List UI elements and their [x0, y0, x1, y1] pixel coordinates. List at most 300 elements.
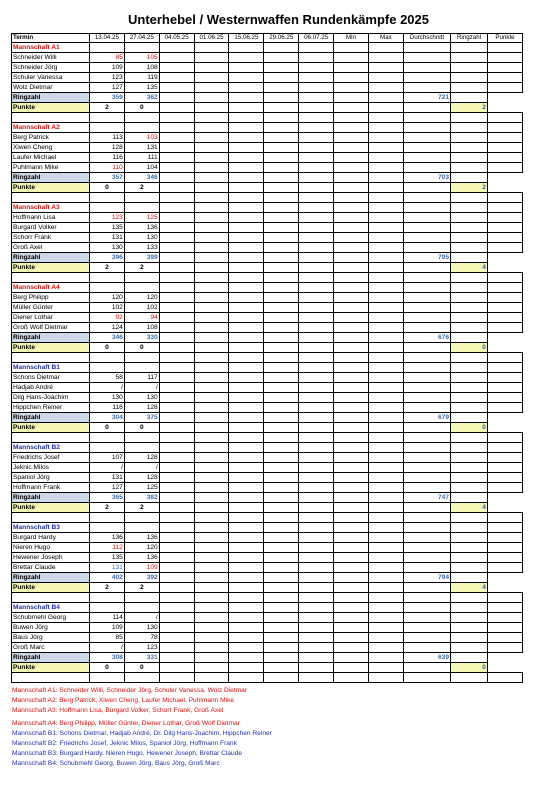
empty-cell[interactable]: [451, 153, 488, 163]
empty-cell[interactable]: [229, 163, 264, 173]
empty-cell[interactable]: [451, 213, 488, 223]
empty-cell[interactable]: [194, 73, 229, 83]
empty-cell[interactable]: [368, 383, 403, 393]
empty-cell[interactable]: [451, 303, 488, 313]
score-cell[interactable]: 135: [89, 553, 124, 563]
empty-cell[interactable]: [194, 613, 229, 623]
empty-cell[interactable]: [299, 573, 334, 583]
empty-cell[interactable]: [368, 663, 403, 673]
empty-cell[interactable]: [403, 233, 450, 243]
empty-cell[interactable]: [159, 573, 194, 583]
empty-cell[interactable]: [299, 603, 334, 613]
empty-cell[interactable]: [264, 573, 299, 583]
empty-cell[interactable]: [334, 303, 369, 313]
score-cell[interactable]: 120: [124, 543, 159, 553]
empty-cell[interactable]: [334, 473, 369, 483]
empty-cell[interactable]: [368, 533, 403, 543]
score-cell[interactable]: 127: [89, 83, 124, 93]
empty-cell[interactable]: [299, 493, 334, 503]
empty-cell[interactable]: [264, 103, 299, 113]
empty-cell[interactable]: [264, 213, 299, 223]
empty-cell[interactable]: [264, 163, 299, 173]
empty-cell[interactable]: [403, 153, 450, 163]
empty-cell[interactable]: [229, 493, 264, 503]
empty-cell[interactable]: [368, 493, 403, 503]
empty-cell[interactable]: [89, 523, 124, 533]
score-cell[interactable]: 128: [124, 473, 159, 483]
empty-cell[interactable]: [403, 373, 450, 383]
empty-cell[interactable]: [229, 393, 264, 403]
score-cell[interactable]: 119: [124, 73, 159, 83]
empty-cell[interactable]: [194, 213, 229, 223]
empty-cell[interactable]: [194, 363, 229, 373]
empty-cell[interactable]: [159, 213, 194, 223]
empty-cell[interactable]: [299, 243, 334, 253]
empty-cell[interactable]: [368, 443, 403, 453]
empty-cell[interactable]: [403, 543, 450, 553]
empty-cell[interactable]: [194, 173, 229, 183]
empty-cell[interactable]: [124, 363, 159, 373]
empty-cell[interactable]: [403, 223, 450, 233]
score-cell[interactable]: 136: [124, 553, 159, 563]
empty-cell[interactable]: [299, 613, 334, 623]
empty-cell[interactable]: [299, 623, 334, 633]
empty-cell[interactable]: [299, 363, 334, 373]
empty-cell[interactable]: [229, 543, 264, 553]
empty-cell[interactable]: [403, 313, 450, 323]
empty-cell[interactable]: [159, 343, 194, 353]
score-cell[interactable]: /: [124, 613, 159, 623]
empty-cell[interactable]: [299, 143, 334, 153]
empty-cell[interactable]: [451, 63, 488, 73]
empty-cell[interactable]: [229, 413, 264, 423]
empty-cell[interactable]: [451, 483, 488, 493]
score-cell[interactable]: 112: [89, 543, 124, 553]
empty-cell[interactable]: [194, 323, 229, 333]
empty-cell[interactable]: [194, 303, 229, 313]
empty-cell[interactable]: [264, 373, 299, 383]
empty-cell[interactable]: [159, 393, 194, 403]
empty-cell[interactable]: [403, 563, 450, 573]
empty-cell[interactable]: [403, 663, 450, 673]
empty-cell[interactable]: [194, 503, 229, 513]
score-cell[interactable]: 136: [124, 223, 159, 233]
empty-cell[interactable]: [403, 323, 450, 333]
empty-cell[interactable]: [194, 373, 229, 383]
empty-cell[interactable]: [194, 133, 229, 143]
empty-cell[interactable]: [159, 333, 194, 343]
empty-cell[interactable]: [451, 163, 488, 173]
empty-cell[interactable]: [264, 623, 299, 633]
empty-cell[interactable]: [451, 203, 488, 213]
empty-cell[interactable]: [334, 243, 369, 253]
empty-cell[interactable]: [194, 423, 229, 433]
empty-cell[interactable]: [264, 463, 299, 473]
empty-cell[interactable]: [368, 253, 403, 263]
empty-cell[interactable]: [299, 63, 334, 73]
empty-cell[interactable]: [334, 283, 369, 293]
empty-cell[interactable]: [334, 613, 369, 623]
empty-cell[interactable]: [194, 573, 229, 583]
empty-cell[interactable]: [299, 203, 334, 213]
empty-cell[interactable]: [264, 43, 299, 53]
empty-cell[interactable]: [159, 643, 194, 653]
empty-cell[interactable]: [194, 493, 229, 503]
empty-cell[interactable]: [299, 103, 334, 113]
empty-cell[interactable]: [194, 563, 229, 573]
empty-cell[interactable]: [264, 633, 299, 643]
empty-cell[interactable]: [229, 563, 264, 573]
empty-cell[interactable]: [264, 263, 299, 273]
empty-cell[interactable]: [159, 553, 194, 563]
empty-cell[interactable]: [403, 263, 450, 273]
empty-cell[interactable]: [368, 643, 403, 653]
empty-cell[interactable]: [229, 363, 264, 373]
score-cell[interactable]: 85: [89, 53, 124, 63]
empty-cell[interactable]: [334, 643, 369, 653]
empty-cell[interactable]: [194, 553, 229, 563]
empty-cell[interactable]: [451, 403, 488, 413]
empty-cell[interactable]: [89, 603, 124, 613]
empty-cell[interactable]: [451, 523, 488, 533]
empty-cell[interactable]: [159, 543, 194, 553]
empty-cell[interactable]: [264, 203, 299, 213]
empty-cell[interactable]: [299, 403, 334, 413]
empty-cell[interactable]: [403, 393, 450, 403]
empty-cell[interactable]: [403, 83, 450, 93]
score-cell[interactable]: 131: [124, 143, 159, 153]
empty-cell[interactable]: [299, 303, 334, 313]
empty-cell[interactable]: [451, 53, 488, 63]
empty-cell[interactable]: [334, 213, 369, 223]
empty-cell[interactable]: [334, 403, 369, 413]
empty-cell[interactable]: [159, 633, 194, 643]
empty-cell[interactable]: [264, 493, 299, 503]
empty-cell[interactable]: [264, 233, 299, 243]
empty-cell[interactable]: [368, 393, 403, 403]
empty-cell[interactable]: [299, 163, 334, 173]
empty-cell[interactable]: [368, 403, 403, 413]
empty-cell[interactable]: [159, 223, 194, 233]
empty-cell[interactable]: [368, 333, 403, 343]
empty-cell[interactable]: [451, 143, 488, 153]
empty-cell[interactable]: [299, 523, 334, 533]
empty-cell[interactable]: [403, 453, 450, 463]
score-cell[interactable]: 110: [89, 163, 124, 173]
score-cell[interactable]: 125: [124, 483, 159, 493]
empty-cell[interactable]: [368, 63, 403, 73]
empty-cell[interactable]: [334, 323, 369, 333]
empty-cell[interactable]: [334, 143, 369, 153]
empty-cell[interactable]: [194, 633, 229, 643]
empty-cell[interactable]: [159, 173, 194, 183]
empty-cell[interactable]: [334, 393, 369, 403]
empty-cell[interactable]: [159, 663, 194, 673]
empty-cell[interactable]: [194, 183, 229, 193]
empty-cell[interactable]: [334, 543, 369, 553]
empty-cell[interactable]: [159, 243, 194, 253]
empty-cell[interactable]: [299, 323, 334, 333]
empty-cell[interactable]: [299, 463, 334, 473]
empty-cell[interactable]: [368, 43, 403, 53]
empty-cell[interactable]: [334, 203, 369, 213]
empty-cell[interactable]: [334, 103, 369, 113]
empty-cell[interactable]: [229, 153, 264, 163]
empty-cell[interactable]: [264, 53, 299, 63]
empty-cell[interactable]: [368, 153, 403, 163]
empty-cell[interactable]: [334, 263, 369, 273]
empty-cell[interactable]: [299, 483, 334, 493]
empty-cell[interactable]: [451, 633, 488, 643]
empty-cell[interactable]: [368, 473, 403, 483]
empty-cell[interactable]: [159, 563, 194, 573]
empty-cell[interactable]: [194, 293, 229, 303]
empty-cell[interactable]: [334, 223, 369, 233]
empty-cell[interactable]: [368, 303, 403, 313]
empty-cell[interactable]: [159, 203, 194, 213]
score-cell[interactable]: 104: [124, 163, 159, 173]
empty-cell[interactable]: [159, 313, 194, 323]
empty-cell[interactable]: [403, 73, 450, 83]
empty-cell[interactable]: [229, 603, 264, 613]
empty-cell[interactable]: [368, 543, 403, 553]
empty-cell[interactable]: [403, 363, 450, 373]
empty-cell[interactable]: [403, 403, 450, 413]
empty-cell[interactable]: [89, 363, 124, 373]
empty-cell[interactable]: [334, 633, 369, 643]
score-cell[interactable]: 114: [89, 613, 124, 623]
score-cell[interactable]: 109: [124, 563, 159, 573]
empty-cell[interactable]: [229, 143, 264, 153]
empty-cell[interactable]: [264, 663, 299, 673]
empty-cell[interactable]: [264, 583, 299, 593]
empty-cell[interactable]: [124, 603, 159, 613]
score-cell[interactable]: 120: [89, 293, 124, 303]
empty-cell[interactable]: [403, 623, 450, 633]
empty-cell[interactable]: [299, 43, 334, 53]
empty-cell[interactable]: [194, 153, 229, 163]
empty-cell[interactable]: [334, 93, 369, 103]
empty-cell[interactable]: [334, 663, 369, 673]
empty-cell[interactable]: [264, 83, 299, 93]
empty-cell[interactable]: [159, 493, 194, 503]
empty-cell[interactable]: [229, 423, 264, 433]
empty-cell[interactable]: [229, 73, 264, 83]
empty-cell[interactable]: [299, 83, 334, 93]
empty-cell[interactable]: [368, 323, 403, 333]
empty-cell[interactable]: [229, 523, 264, 533]
empty-cell[interactable]: [403, 293, 450, 303]
empty-cell[interactable]: [159, 263, 194, 273]
empty-cell[interactable]: [451, 393, 488, 403]
empty-cell[interactable]: [334, 43, 369, 53]
empty-cell[interactable]: [334, 623, 369, 633]
empty-cell[interactable]: [368, 603, 403, 613]
empty-cell[interactable]: [451, 363, 488, 373]
empty-cell[interactable]: [451, 453, 488, 463]
empty-cell[interactable]: [194, 533, 229, 543]
empty-cell[interactable]: [264, 563, 299, 573]
empty-cell[interactable]: [299, 233, 334, 243]
empty-cell[interactable]: [299, 473, 334, 483]
empty-cell[interactable]: [229, 83, 264, 93]
score-cell[interactable]: 135: [89, 223, 124, 233]
empty-cell[interactable]: [229, 453, 264, 463]
empty-cell[interactable]: [264, 293, 299, 303]
empty-cell[interactable]: [264, 393, 299, 403]
empty-cell[interactable]: [124, 123, 159, 133]
empty-cell[interactable]: [159, 283, 194, 293]
empty-cell[interactable]: [403, 283, 450, 293]
empty-cell[interactable]: [403, 103, 450, 113]
empty-cell[interactable]: [264, 303, 299, 313]
empty-cell[interactable]: [451, 643, 488, 653]
empty-cell[interactable]: [299, 383, 334, 393]
empty-cell[interactable]: [368, 243, 403, 253]
empty-cell[interactable]: [368, 83, 403, 93]
empty-cell[interactable]: [403, 633, 450, 643]
empty-cell[interactable]: [368, 283, 403, 293]
empty-cell[interactable]: [368, 233, 403, 243]
empty-cell[interactable]: [229, 463, 264, 473]
empty-cell[interactable]: [403, 243, 450, 253]
empty-cell[interactable]: [229, 213, 264, 223]
empty-cell[interactable]: [159, 363, 194, 373]
empty-cell[interactable]: [334, 233, 369, 243]
empty-cell[interactable]: [159, 293, 194, 303]
empty-cell[interactable]: [368, 363, 403, 373]
empty-cell[interactable]: [229, 233, 264, 243]
empty-cell[interactable]: [299, 653, 334, 663]
empty-cell[interactable]: [264, 223, 299, 233]
empty-cell[interactable]: [334, 133, 369, 143]
empty-cell[interactable]: [451, 553, 488, 563]
empty-cell[interactable]: [159, 133, 194, 143]
empty-cell[interactable]: [229, 103, 264, 113]
empty-cell[interactable]: [264, 73, 299, 83]
empty-cell[interactable]: [299, 313, 334, 323]
empty-cell[interactable]: [229, 123, 264, 133]
empty-cell[interactable]: [299, 183, 334, 193]
empty-cell[interactable]: [229, 63, 264, 73]
empty-cell[interactable]: [334, 313, 369, 323]
score-cell[interactable]: /: [89, 463, 124, 473]
score-cell[interactable]: /: [124, 383, 159, 393]
empty-cell[interactable]: [124, 43, 159, 53]
empty-cell[interactable]: [451, 603, 488, 613]
empty-cell[interactable]: [299, 93, 334, 103]
empty-cell[interactable]: [334, 73, 369, 83]
score-cell[interactable]: 130: [124, 623, 159, 633]
empty-cell[interactable]: [194, 403, 229, 413]
empty-cell[interactable]: [299, 73, 334, 83]
empty-cell[interactable]: [403, 343, 450, 353]
score-cell[interactable]: 102: [89, 303, 124, 313]
empty-cell[interactable]: [229, 613, 264, 623]
empty-cell[interactable]: [229, 503, 264, 513]
empty-cell[interactable]: [229, 333, 264, 343]
empty-cell[interactable]: [368, 133, 403, 143]
empty-cell[interactable]: [299, 553, 334, 563]
empty-cell[interactable]: [299, 223, 334, 233]
empty-cell[interactable]: [451, 613, 488, 623]
empty-cell[interactable]: [159, 483, 194, 493]
empty-cell[interactable]: [124, 283, 159, 293]
empty-cell[interactable]: [451, 543, 488, 553]
empty-cell[interactable]: [264, 403, 299, 413]
empty-cell[interactable]: [194, 53, 229, 63]
empty-cell[interactable]: [299, 453, 334, 463]
empty-cell[interactable]: [264, 133, 299, 143]
empty-cell[interactable]: [229, 533, 264, 543]
empty-cell[interactable]: [334, 413, 369, 423]
empty-cell[interactable]: [334, 493, 369, 503]
empty-cell[interactable]: [451, 473, 488, 483]
empty-cell[interactable]: [368, 163, 403, 173]
empty-cell[interactable]: [194, 583, 229, 593]
empty-cell[interactable]: [334, 63, 369, 73]
empty-cell[interactable]: [299, 443, 334, 453]
empty-cell[interactable]: [264, 553, 299, 563]
empty-cell[interactable]: [451, 293, 488, 303]
empty-cell[interactable]: [334, 533, 369, 543]
empty-cell[interactable]: [334, 83, 369, 93]
empty-cell[interactable]: [368, 373, 403, 383]
empty-cell[interactable]: [403, 463, 450, 473]
empty-cell[interactable]: [229, 483, 264, 493]
empty-cell[interactable]: [299, 213, 334, 223]
empty-cell[interactable]: [194, 93, 229, 103]
empty-cell[interactable]: [264, 123, 299, 133]
empty-cell[interactable]: [334, 443, 369, 453]
empty-cell[interactable]: [194, 413, 229, 423]
score-cell[interactable]: 116: [89, 403, 124, 413]
empty-cell[interactable]: [229, 573, 264, 583]
empty-cell[interactable]: [299, 123, 334, 133]
empty-cell[interactable]: [334, 153, 369, 163]
empty-cell[interactable]: [229, 283, 264, 293]
empty-cell[interactable]: [299, 283, 334, 293]
empty-cell[interactable]: [159, 503, 194, 513]
empty-cell[interactable]: [194, 453, 229, 463]
empty-cell[interactable]: [299, 533, 334, 543]
score-cell[interactable]: 116: [89, 153, 124, 163]
empty-cell[interactable]: [334, 423, 369, 433]
empty-cell[interactable]: [124, 523, 159, 533]
empty-cell[interactable]: [159, 473, 194, 483]
empty-cell[interactable]: [451, 73, 488, 83]
empty-cell[interactable]: [159, 233, 194, 243]
empty-cell[interactable]: [403, 613, 450, 623]
empty-cell[interactable]: [334, 603, 369, 613]
score-cell[interactable]: 58: [89, 373, 124, 383]
empty-cell[interactable]: [159, 623, 194, 633]
empty-cell[interactable]: [299, 393, 334, 403]
empty-cell[interactable]: [229, 343, 264, 353]
empty-cell[interactable]: [264, 413, 299, 423]
empty-cell[interactable]: [403, 473, 450, 483]
empty-cell[interactable]: [264, 173, 299, 183]
score-cell[interactable]: 130: [124, 393, 159, 403]
score-cell[interactable]: 120: [124, 293, 159, 303]
empty-cell[interactable]: [194, 333, 229, 343]
empty-cell[interactable]: [451, 463, 488, 473]
empty-cell[interactable]: [403, 603, 450, 613]
empty-cell[interactable]: [159, 163, 194, 173]
score-cell[interactable]: 131: [89, 563, 124, 573]
score-cell[interactable]: 92: [89, 313, 124, 323]
empty-cell[interactable]: [229, 173, 264, 183]
